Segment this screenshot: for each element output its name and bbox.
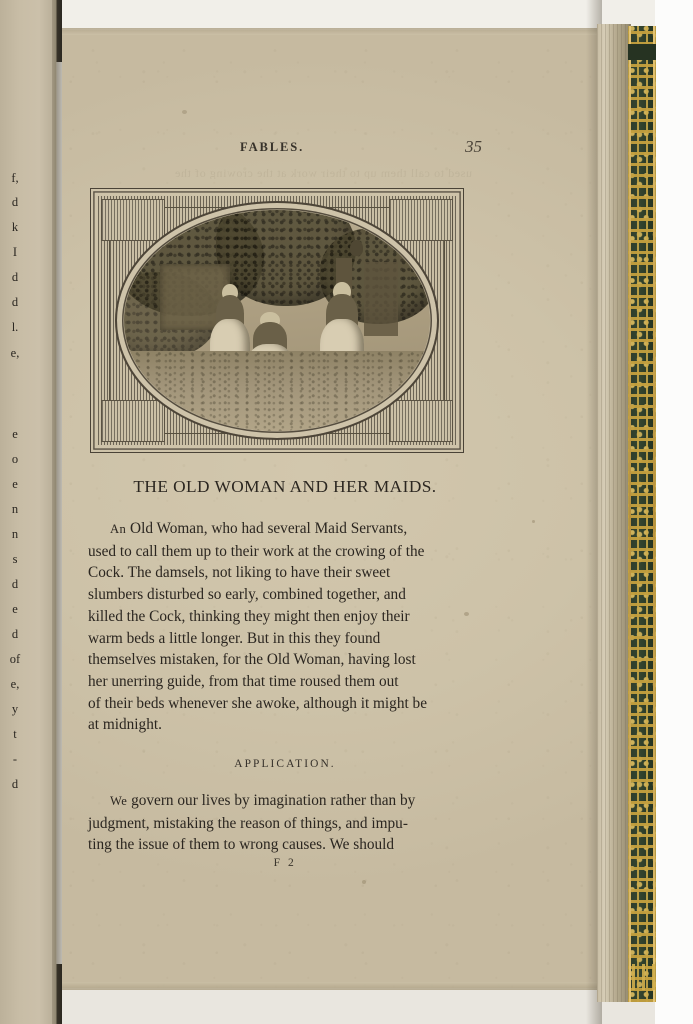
background-surface-right	[655, 0, 693, 1024]
facing-fragment: of	[9, 652, 21, 666]
running-head-title: FABLES.	[240, 140, 305, 154]
fore-edge-leaves	[597, 24, 631, 1002]
body-line	[88, 790, 480, 813]
body-line: used to call them up to their work at the crowing of the	[88, 542, 425, 560]
small-caps-opening: An	[110, 522, 127, 536]
facing-fragment: d	[11, 577, 19, 591]
foxing-spot	[182, 110, 187, 114]
scene-gate	[364, 262, 398, 336]
facing-fragment: n	[11, 502, 19, 516]
body-line	[88, 518, 480, 541]
body-line: warm beds a little longer. But in this they found	[88, 629, 381, 647]
text-block-fore-edge	[597, 24, 631, 1002]
body-line: of their beds whenever she awoke, although it might be	[88, 694, 427, 712]
scene-urn	[350, 240, 363, 256]
facing-fragment: o	[11, 452, 19, 466]
book-cover-gilt-edge	[628, 26, 656, 1002]
facing-fragment: k	[11, 220, 19, 234]
body-line: judgment, mistaking the reason of things, and impu-	[88, 814, 408, 832]
body-line: Cock. The damsels, not liking to have their sweet	[88, 564, 391, 582]
show-through-text: used to call them up to their work at the crowing of the	[174, 166, 472, 179]
illustration-plate	[90, 188, 464, 453]
page-number: 35	[465, 137, 482, 156]
facing-fragment: e,	[10, 346, 20, 360]
cover-corner-top	[628, 44, 656, 60]
body-line: at midnight.	[88, 716, 162, 734]
facing-fragment: e,	[10, 677, 20, 691]
engraving-scene	[124, 210, 430, 431]
page-top-trim	[62, 0, 655, 30]
cover-corner-bottom	[628, 964, 656, 990]
gilt-rule	[629, 26, 631, 1002]
body-line-text: govern our lives by imagination rather than by	[127, 792, 416, 809]
facing-fragment: t	[13, 727, 17, 741]
body-line-text: Old Woman, who had several Maid Servants,	[126, 520, 408, 537]
facing-fragment: I	[12, 245, 18, 259]
facing-fragment: s	[12, 552, 18, 566]
facing-fragment: d	[11, 295, 19, 309]
page-bottom-edge	[62, 982, 655, 990]
page-bottom-trim	[62, 988, 655, 1024]
gilt-rule	[653, 26, 655, 1002]
scene-ground-texture	[124, 351, 430, 431]
body-line: her unerring guide, from that time roused them out	[88, 672, 399, 690]
foxing-spot	[532, 520, 535, 523]
application-heading: APPLICATION.	[234, 758, 336, 770]
scene-ground	[124, 351, 430, 431]
facing-fragment: f,	[11, 171, 19, 185]
running-head	[92, 137, 482, 158]
facing-fragment: e	[12, 477, 18, 491]
facing-fragment: e	[12, 427, 18, 441]
body-line: themselves mistaken, for the Old Woman, having lost	[88, 651, 416, 669]
facing-fragment: d	[11, 195, 19, 209]
gilt-tooling	[628, 26, 656, 1002]
page-top-edge	[62, 28, 655, 35]
facing-fragment: d	[11, 777, 19, 791]
signature-mark: F 2	[273, 857, 297, 869]
foxing-spot	[362, 880, 366, 884]
body-line: killed the Cock, thinking they might then enjoy their	[88, 607, 410, 625]
facing-fragment: d	[11, 270, 19, 284]
facing-fragment: y	[11, 702, 19, 716]
oval-vignette	[115, 201, 439, 440]
facing-fragment: e	[12, 602, 18, 616]
application-body	[88, 790, 480, 856]
facing-fragment: -	[12, 752, 18, 766]
body-line: slumbers disturbed so early, combined together, and	[88, 586, 406, 604]
facing-fragment: n	[11, 527, 19, 541]
facing-fragment: l.	[11, 320, 19, 334]
fable-body	[88, 518, 480, 736]
fable-title: THE OLD WOMAN AND HER MAIDS.	[133, 477, 437, 496]
facing-fragment: d	[11, 627, 19, 641]
body-line: ting the issue of them to wrong causes. We should	[88, 836, 395, 854]
small-caps-opening: We	[110, 794, 128, 808]
